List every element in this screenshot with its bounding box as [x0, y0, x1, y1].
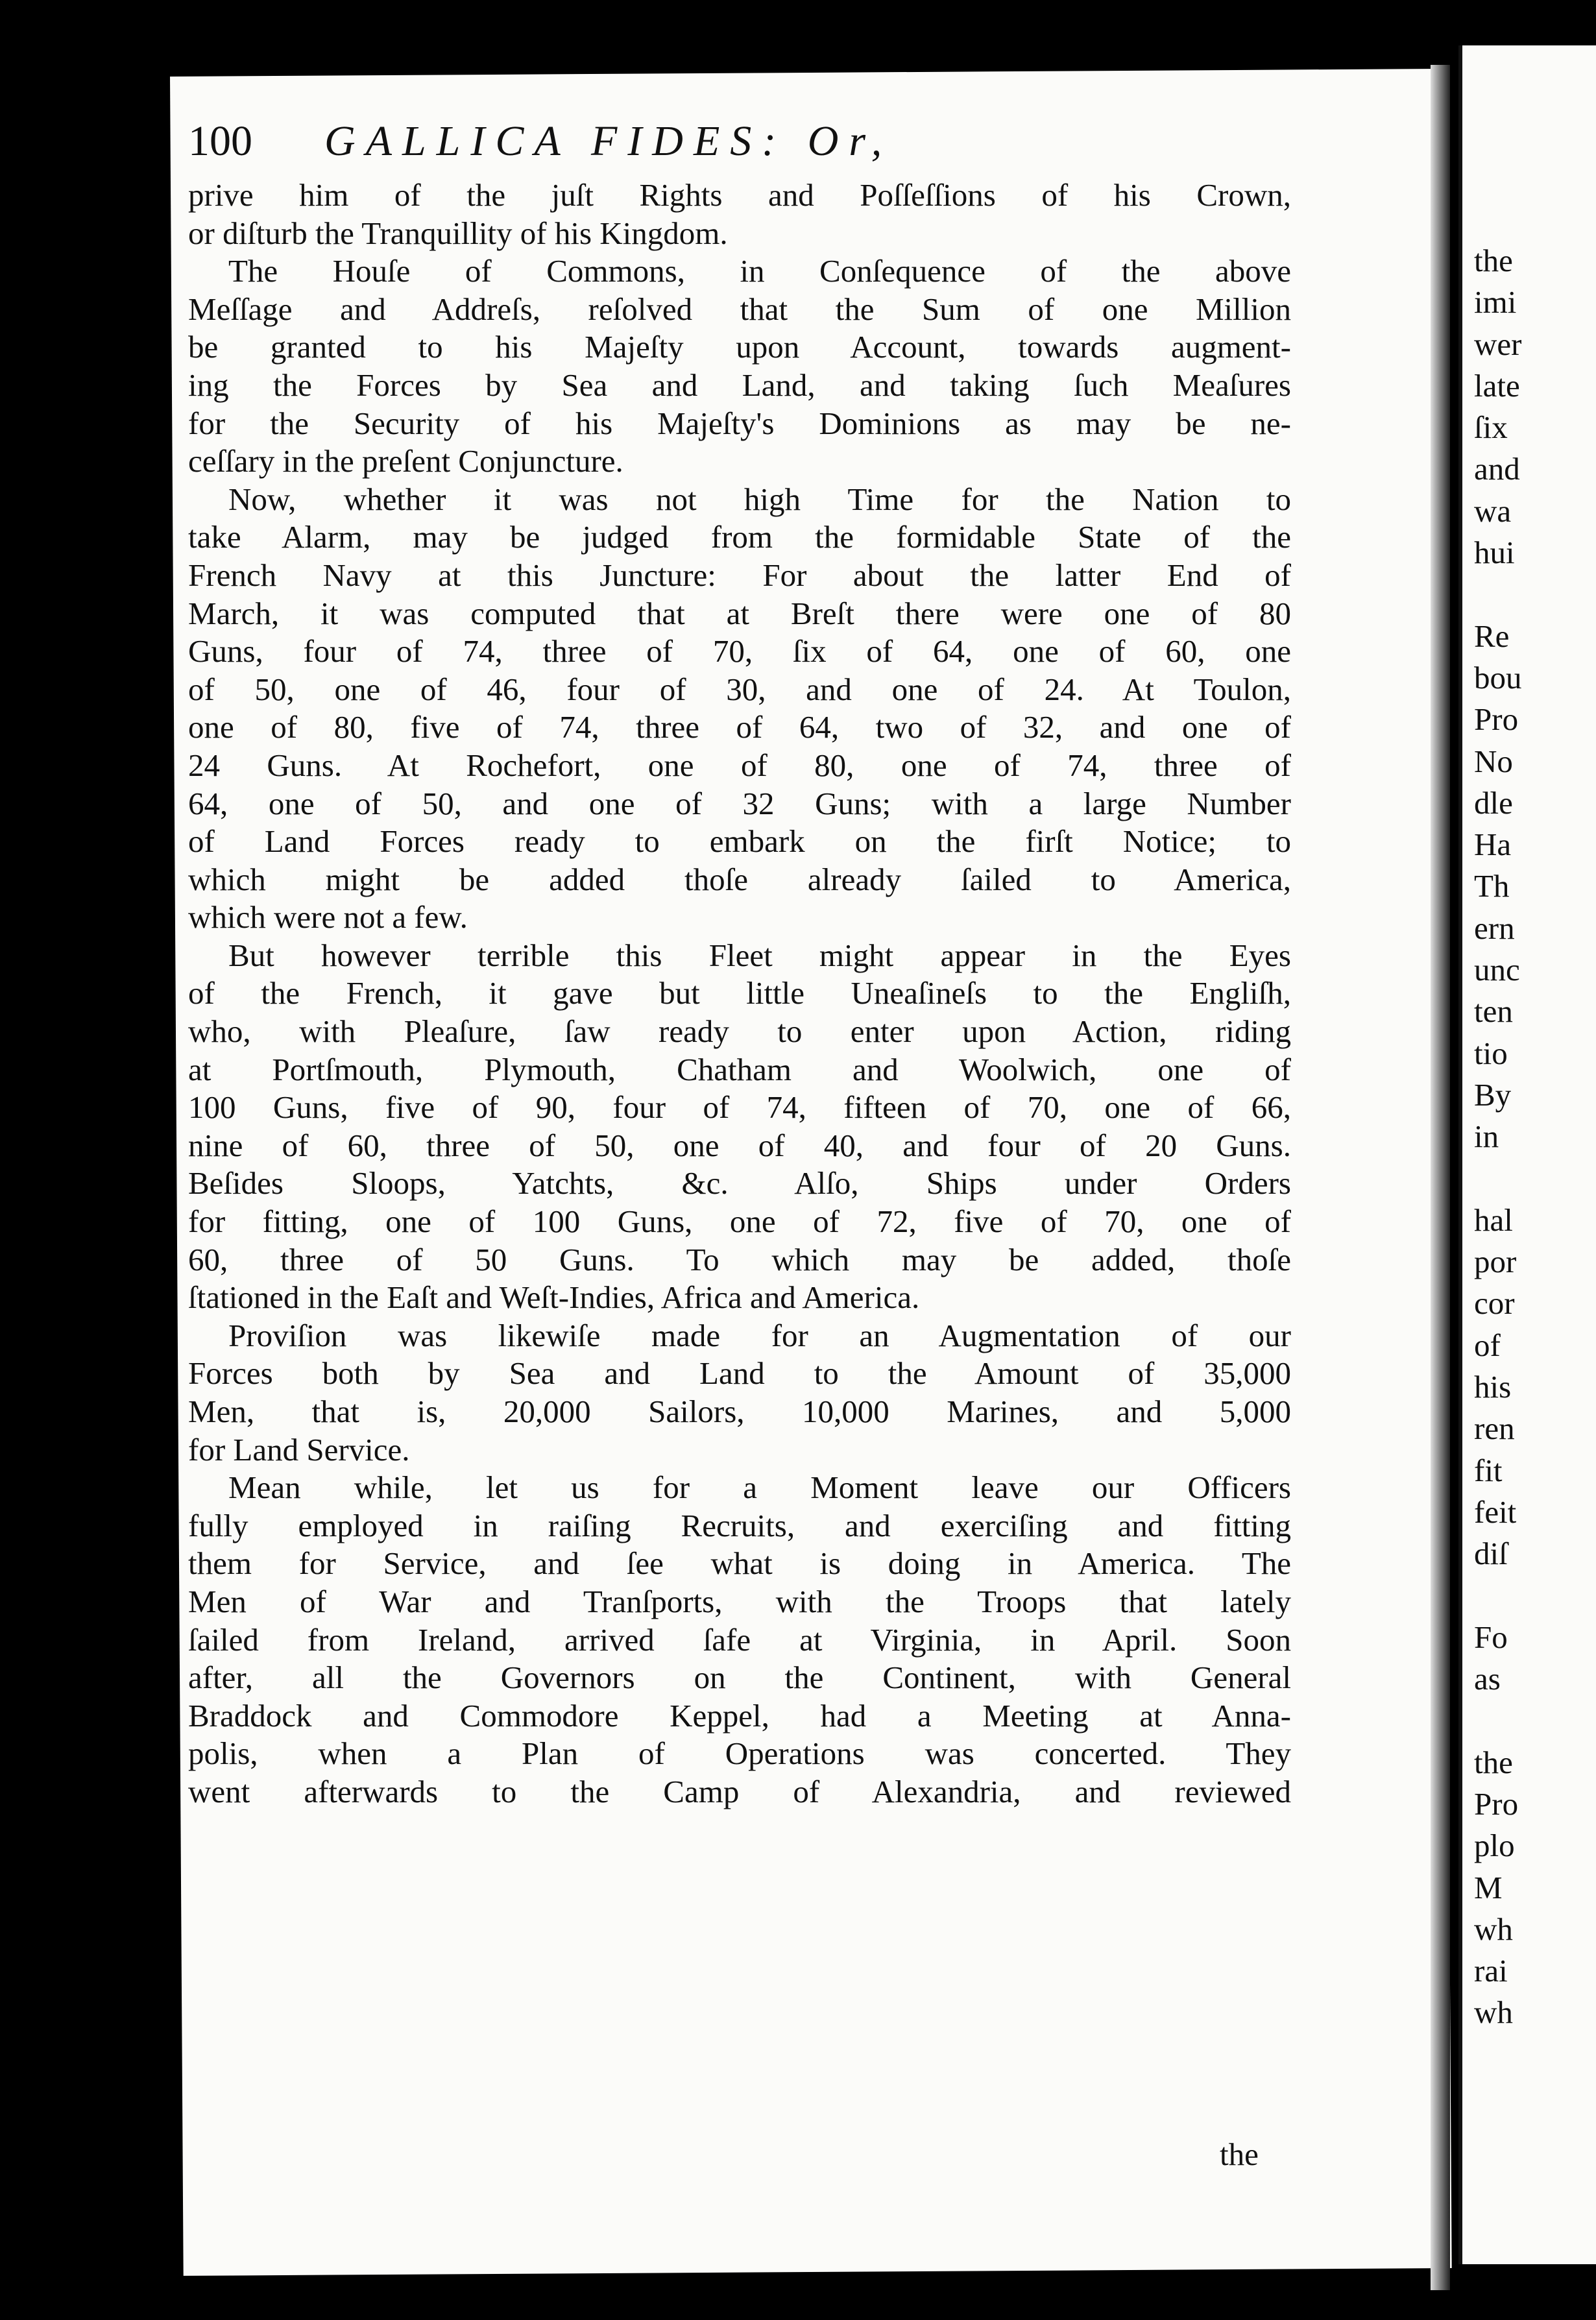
text-line: polis, when a Plan of Operations was concerted. They	[188, 1735, 1291, 1772]
right-page-border	[1458, 45, 1462, 2264]
right-fragment: the	[1474, 243, 1513, 278]
right-fragment: the	[1474, 1744, 1513, 1780]
right-fragment: M	[1474, 1869, 1503, 1905]
right-fragment: ren	[1474, 1410, 1515, 1447]
running-title: GALLICA FIDES: Or,	[324, 117, 893, 165]
text-line: But however terrible this Fleet might appear in the Eyes	[228, 937, 1291, 973]
text-line: French Navy at this Juncture: For about the latter End of	[188, 557, 1291, 593]
right-fragment: in	[1474, 1118, 1499, 1155]
running-head	[188, 109, 1291, 180]
right-fragment: wer	[1474, 326, 1522, 362]
text-line: of the French, it gave but little Uneaſineſs to the Engliſh,	[188, 975, 1291, 1011]
text-line: 24 Guns. At Rochefort, one of 80, one of 74, three of	[188, 747, 1291, 783]
right-fragment: feit	[1474, 1493, 1517, 1530]
right-fragment: of	[1474, 1327, 1501, 1363]
right-fragment: dle	[1474, 784, 1513, 821]
text-line: for fitting, one of 100 Guns, one of 72, five of 70, one of	[188, 1203, 1291, 1240]
text-line: Men, that is, 20,000 Sailors, 10,000 Marines, and 5,000	[188, 1394, 1291, 1429]
body-text	[188, 176, 1291, 1811]
text-line: fully employed in raiſing Recruits, and exerciſing and fitting	[188, 1507, 1291, 1543]
text-line: of 50, one of 46, four of 30, and one of 24. At Toulon,	[188, 671, 1291, 707]
right-fragment: rai	[1474, 1953, 1508, 1989]
right-fragment: Th	[1474, 868, 1510, 904]
right-fragment: imi	[1474, 284, 1517, 320]
text-line: after, all the Governors on the Continent, with General	[188, 1660, 1291, 1696]
right-page-fragments	[1474, 240, 1522, 2034]
text-line: ſtationed in the Eaſt and Weſt-Indies, Africa and America.	[188, 1279, 920, 1316]
gutter-shadow	[1431, 65, 1450, 2290]
text-line: for the Security of his Majeſty's Dominions as may be ne-	[188, 405, 1291, 441]
text-line: Guns, four of 74, three of 70, ſix of 64, one of 60, one	[188, 633, 1291, 670]
text-line: Braddock and Commodore Keppel, had a Meeting at Anna-	[188, 1697, 1291, 1734]
right-fragment: Re	[1474, 618, 1510, 654]
text-line: 100 Guns, five of 90, four of 74, fifteen of 70, one of 66,	[188, 1089, 1291, 1126]
text-line: ing the Forces by Sea and Land, and taking ſuch Meaſures	[188, 367, 1291, 403]
right-fragment: late	[1474, 367, 1520, 404]
right-fragment: wh	[1474, 1911, 1513, 1947]
right-fragment	[1474, 574, 1522, 615]
text-line: Men of War and Tranſports, with the Troops that lately	[188, 1583, 1291, 1619]
text-line: for Land Service.	[188, 1431, 410, 1468]
right-fragment: No	[1474, 743, 1513, 779]
text-line: of Land Forces ready to embark on the firſt Notice; to	[188, 823, 1291, 860]
page-number: 100	[188, 117, 252, 165]
right-fragment: Fo	[1474, 1619, 1508, 1655]
right-fragment: ern	[1474, 910, 1515, 946]
right-fragment: wa	[1474, 492, 1512, 529]
right-fragment: Ha	[1474, 827, 1512, 863]
text-line: or diſturb the Tranquillity of his Kingdom.	[188, 215, 728, 251]
text-line: Meſſage and Addreſs, reſolved that the Sum of one Million	[188, 291, 1291, 327]
right-fragment: ſix	[1474, 409, 1508, 446]
right-page-edge	[1458, 45, 1596, 2264]
right-fragment	[1474, 1700, 1522, 1741]
right-fragment: his	[1474, 1369, 1512, 1405]
text-line: be granted to his Majeſty upon Account, towards augment-	[188, 329, 1291, 365]
text-line: 64, one of 50, and one of 32 Guns; with a large Number	[188, 785, 1291, 821]
text-line: them for Service, and ſee what is doing in America. The	[188, 1545, 1291, 1582]
right-fragment: Pro	[1474, 701, 1519, 738]
text-line: at Portſmouth, Plymouth, Chatham and Woolwich, one of	[188, 1051, 1291, 1087]
right-fragment: By	[1474, 1076, 1512, 1113]
text-line: one of 80, five of 74, three of 64, two of 32, and one of	[188, 709, 1291, 745]
text-line: Beſides Sloops, Yatchts, &c. Alſo, Ships under Orders	[188, 1165, 1291, 1202]
text-line: prive him of the juſt Rights and Poſſeſſions of his Crown,	[188, 177, 1291, 213]
right-fragment: and	[1474, 451, 1520, 487]
right-fragment: wh	[1474, 1994, 1513, 2031]
text-line: which might be added thoſe already ſailed to America,	[188, 861, 1291, 897]
right-fragment: diſ	[1474, 1536, 1508, 1572]
text-line: ceſſary in the preſent Conjuncture.	[188, 443, 623, 479]
text-line: 60, three of 50 Guns. To which may be added, thoſe	[188, 1241, 1291, 1277]
right-fragment	[1474, 1575, 1522, 1617]
text-line: nine of 60, three of 50, one of 40, and four of 20 Guns.	[188, 1127, 1291, 1163]
text-line: take Alarm, may be judged from the formidable State of the	[188, 519, 1291, 555]
right-fragment: Pro	[1474, 1785, 1519, 1822]
right-fragment: unc	[1474, 952, 1520, 988]
right-fragment: hal	[1474, 1202, 1513, 1238]
text-line: Now, whether it was not high Time for the Nation to	[228, 481, 1291, 517]
right-fragment: bou	[1474, 659, 1522, 695]
text-line: The Houſe of Commons, in Conſequence of the above	[228, 253, 1291, 289]
right-fragment	[1474, 1158, 1522, 1200]
text-line: Forces both by Sea and Land to the Amount of 35,000	[188, 1355, 1291, 1392]
right-fragment: fit	[1474, 1452, 1503, 1488]
right-fragment: por	[1474, 1244, 1517, 1280]
text-line: who, with Pleaſure, ſaw ready to enter upon Action, riding	[188, 1013, 1291, 1050]
catchword: the	[1220, 2136, 1259, 2172]
text-line: Proviſion was likewiſe made for an Augmentation of our	[228, 1317, 1291, 1353]
text-line: went afterwards to the Camp of Alexandria, and reviewed	[188, 1773, 1291, 1809]
text-line: Mean while, let us for a Moment leave our Officers	[228, 1469, 1291, 1506]
text-line: ſailed from Ireland, arrived ſafe at Virginia, in April. Soon	[188, 1621, 1291, 1658]
right-fragment: cor	[1474, 1285, 1515, 1322]
right-fragment: ten	[1474, 993, 1513, 1030]
right-fragment: as	[1474, 1661, 1501, 1697]
text-line: which were not a few.	[188, 899, 468, 936]
right-fragment: hui	[1474, 535, 1515, 571]
right-fragment: plo	[1474, 1828, 1515, 1864]
text-line: March, it was computed that at Breſt there were one of 80	[188, 595, 1291, 631]
right-fragment: tio	[1474, 1035, 1508, 1071]
